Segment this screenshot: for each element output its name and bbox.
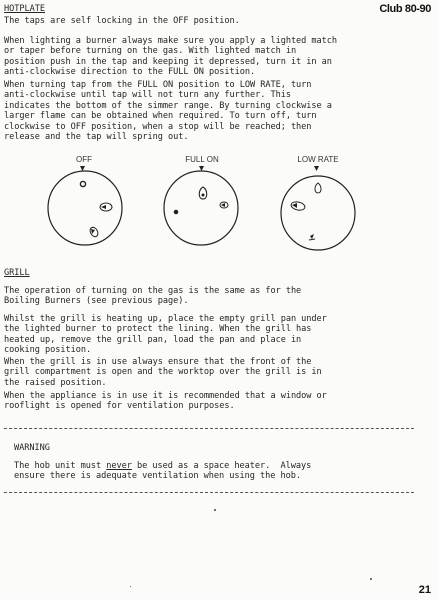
section-title-hotplate: HOTPLATE <box>4 4 45 14</box>
warning-text-before: The hob unit must <box>14 461 107 471</box>
brand-label: Club 80-90 <box>379 3 431 15</box>
section-title-grill: GRILL <box>4 268 30 278</box>
dial-label-low-rate: LOW RATE <box>297 155 339 164</box>
scan-speck <box>370 578 372 580</box>
hotplate-paragraph-2: When lighting a burner always make sure you apply a lighted match or taper before turning on the gas. With lighted match in position push in the tap and keeping it depressed, turn it in an anti-clockwise direction to the FULL ON position. <box>4 36 338 78</box>
grill-paragraph-1: The operation of turning on the gas is the same as for the Boiling Burners (see previous page). <box>4 286 302 307</box>
dial-low-rate <box>281 166 355 250</box>
divider-top <box>4 428 414 429</box>
grill-paragraph-2: Whilst the grill is heating up, place the empty grill pan under the lighted burner to protect the lining. When the grill has heated up, remove the grill pan, load the pan and place in cooking position. <box>4 314 327 356</box>
divider-bottom <box>4 492 414 493</box>
dial-label-off: OFF <box>76 155 92 164</box>
scan-speck <box>130 586 131 587</box>
page-number: 21 <box>418 584 431 596</box>
warning-line-2: ensure there is adequate ventilation when using the hob. <box>14 471 301 481</box>
hotplate-paragraph-1: The taps are self locking in the OFF position. <box>4 16 240 26</box>
warning-text-after: be used as a space heater. Always <box>131 461 312 471</box>
grill-paragraph-4: When the appliance is in use it is recommended that a window or rooflight is opened for ventilation purposes. <box>4 391 327 412</box>
dial-label-full-on: FULL ON <box>185 155 219 164</box>
scan-speck <box>214 509 216 511</box>
warning-title: WARNING <box>14 443 50 453</box>
hotplate-paragraph-3: When turning tap from the FULL ON position to LOW RATE, turn anti-clockwise until tap will not turn any further. This indicates the bottom of the simmer range. By turning clockwise a larger flame can be obtained when required. To turn off, turn clockwise to OFF position, when a stop will be reached; then release and the tap will spring out. <box>4 80 332 143</box>
grill-paragraph-3: When the grill is in use always ensure that the front of the grill compartment is open and the worktop over the grill is in the raised position. <box>4 357 322 388</box>
warning-line-1 <box>14 461 311 471</box>
warning-emphasis-never: never <box>106 461 132 471</box>
dial-full-on <box>164 166 238 245</box>
dial-off <box>48 166 122 245</box>
